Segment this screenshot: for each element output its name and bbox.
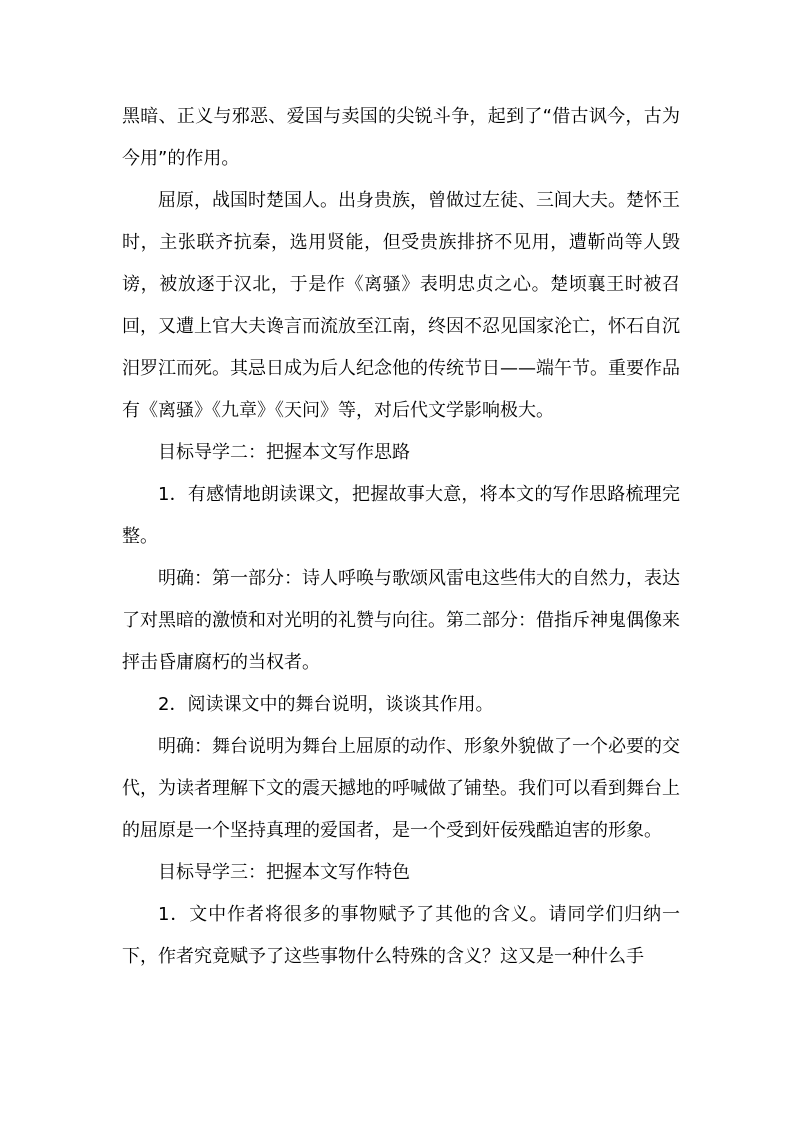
question-1-reading: 1．有感情地朗读课文，把握故事大意，将本文的写作思路梳理完整。 <box>122 484 680 547</box>
question-2-stage-directions: 2．阅读课文中的舞台说明，谈谈其作用。 <box>158 694 494 715</box>
document-body <box>122 96 680 978</box>
question-1-symbolism: 1．文中作者将很多的事物赋予了其他的含义。请同学们归纳一下，作者究竟赋予了这些事物什么特殊的含义？这又是一种什么手 <box>122 904 680 967</box>
section-heading-goal-three: 目标导学三：把握本文写作特色 <box>158 862 410 883</box>
paragraph-qu-yuan-bio: 屈原，战国时楚国人。出身贵族，曾做过左徒、三闾大夫。楚怀王时，主张联齐抗秦，选用贤能，但受贵族排挤不见用，遭靳尚等人毁谤，被放逐于汉北，于是作《离骚》表明忠贞之心。楚顷襄王时被召回，又遭上官大夫谗言而流放至江南，终因不忍见国家沦亡，怀石自沉汨罗江而死。其忌日成为后人纪念他的传统节日——端午节。重要作品有《离骚》《九章》《天问》等，对后代文学影响极大。 <box>122 190 680 421</box>
answer-stage-directions: 明确：舞台说明为舞台上屈原的动作、形象外貌做了一个必要的交代，为读者理解下文的震天撼地的呼喊做了铺垫。我们可以看到舞台上的屈原是一个坚持真理的爱国者，是一个受到奸佞残酷迫害的形象。 <box>122 736 680 841</box>
section-heading-goal-two: 目标导学二：把握本文写作思路 <box>158 442 410 463</box>
answer-structure: 明确：第一部分：诗人呼唤与歌颂风雷电这些伟大的自然力，表达了对黑暗的激愤和对光明的礼赞与向往。第二部分：借指斥神鬼偶像来抨击昏庸腐朽的当权者。 <box>122 568 680 673</box>
paragraph-continuation: 黑暗、正义与邪恶、爱国与卖国的尖锐斗争，起到了“借古讽今，古为今用”的作用。 <box>122 106 680 169</box>
